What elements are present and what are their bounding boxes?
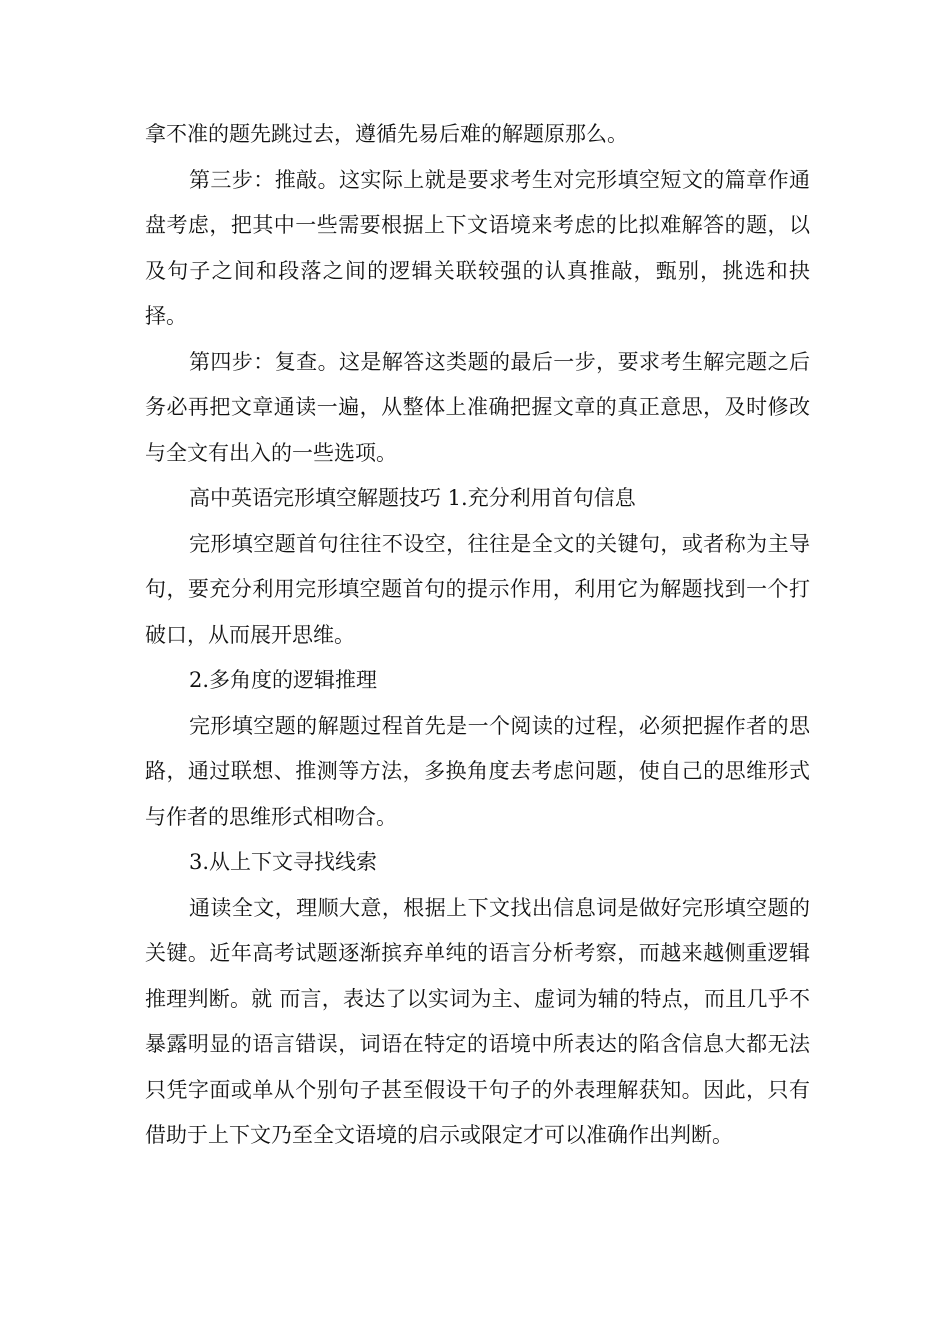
section-heading-tip-1: 高中英语完形填空解题技巧 1.充分利用首句信息 bbox=[189, 486, 636, 510]
paragraph-first-sentence: 完形填空题首句往往不设空，往往是全文的关键句，或者称为主导句，要充分利用完形填空题首句的提示作用，利用它为解题找到一个打破口，从而展开思维。 bbox=[145, 531, 810, 647]
section-heading-tip-3: 3.从上下文寻找线索 bbox=[189, 850, 378, 874]
paragraph-continuation: 拿不准的题先跳过去，遵循先易后难的解题原那么。 bbox=[145, 122, 628, 146]
paragraph-step-three: 第三步：推敲。这实际上就是要求考生对完形填空短文的篇章作通盘考虑，把其中一些需要根据上下文语境来考虑的比拟难解答的题，以及句子之间和段落之间的逻辑关联较强的认真推敲，甄别，挑选和抉择。 bbox=[145, 167, 810, 328]
paragraph-step-four: 第四步：复查。这是解答这类题的最后一步，要求考生解完题之后务必再把文章通读一遍，从整体上准确把握文章的真正意思，及时修改与全文有出入的一些选项。 bbox=[145, 349, 810, 465]
paragraph-context-clues: 通读全文，理顺大意，根据上下文找出信息词是做好完形填空题的关键。近年高考试题逐渐摈弃单纯的语言分析考察，而越来越侧重逻辑推理判断。就 而言，表达了以实词为主、虚词为辅的特点，而且几乎不暴露明显的语言错误，词语在特定的语境中所表达的陷含信息大都无法只凭字面或单从个别句子甚至假设干句子的外表理解获知。因此，只有借助于上下文乃至全文语境的启示或限定才可以准确作出判断。 bbox=[145, 895, 810, 1147]
paragraph-logic-reasoning: 完形填空题的解题过程首先是一个阅读的过程，必须把握作者的思路，通过联想、推测等方法，多换角度去考虑问题，使自己的思维形式与作者的思维形式相吻合。 bbox=[145, 713, 810, 829]
document-body bbox=[145, 112, 810, 1159]
section-heading-tip-2: 2.多角度的逻辑推理 bbox=[189, 668, 378, 692]
